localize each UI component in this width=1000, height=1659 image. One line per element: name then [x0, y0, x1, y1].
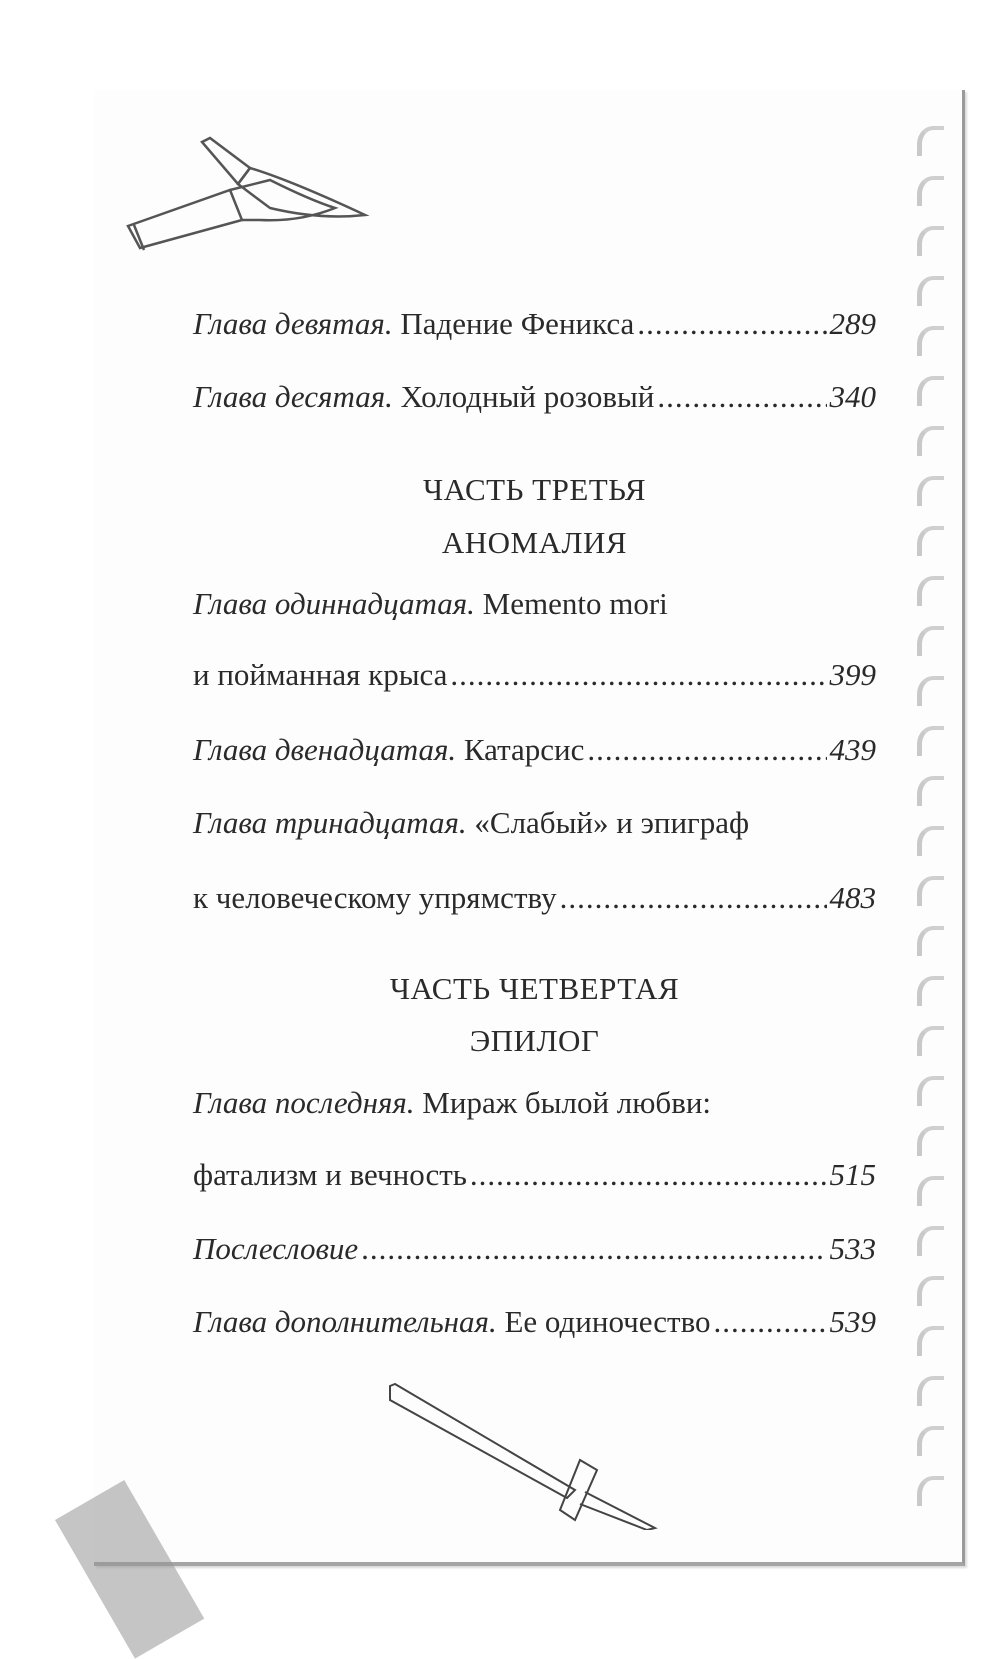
chapter-title: Memento mori	[482, 586, 668, 621]
toc-entry[interactable]	[193, 657, 876, 693]
binder-ring-icon	[917, 576, 944, 606]
binder-ring-icon	[917, 226, 944, 256]
chapter-title: Холодный розовый	[400, 379, 655, 414]
chapter-title: Мираж былой любви:	[422, 1085, 712, 1120]
binder-ring-icon	[917, 1126, 944, 1156]
toc-entry[interactable]	[193, 880, 876, 916]
binder-ring-icon	[917, 126, 944, 156]
binder-ring-icon	[917, 676, 944, 706]
chapter-label: Глава девятая.	[193, 306, 393, 341]
toc-entry[interactable]	[193, 306, 876, 342]
binder-ring-icon	[917, 1426, 944, 1456]
binder-ring-icon	[917, 826, 944, 856]
binder-ring-icon	[917, 976, 944, 1006]
page-number: 399	[829, 657, 876, 692]
binder-ring-icon	[917, 476, 944, 506]
chapter-title: Падение Феникса	[400, 306, 635, 341]
toc-entry[interactable]	[193, 1157, 876, 1193]
binder-ring-icon	[917, 1226, 944, 1256]
chapter-title: и пойманная крыса	[193, 657, 448, 692]
chapter-label: Глава дополнительная.	[193, 1304, 497, 1339]
chapter-label: Глава последняя.	[193, 1085, 415, 1120]
binder-ring-icon	[917, 776, 944, 806]
page-number: 340	[829, 379, 876, 414]
chapter-title: «Слабый» и эпиграф	[474, 805, 750, 840]
page-number: 515	[829, 1157, 876, 1192]
part-heading: ЧАСТЬ ТРЕТЬЯ	[422, 472, 647, 507]
page-number: 439	[829, 732, 876, 767]
part-name: АНОМАЛИЯ	[441, 525, 628, 560]
page-number: 289	[829, 306, 876, 341]
binder-ring-icon	[917, 626, 944, 656]
chapter-label: Глава двенадцатая.	[193, 732, 457, 767]
binder-ring-icon	[917, 726, 944, 756]
binder-ring-icon	[917, 1026, 944, 1056]
binder-ring-icon	[917, 1376, 944, 1406]
chapter-label: Глава десятая.	[193, 379, 393, 414]
toc-entry[interactable]	[193, 1085, 876, 1121]
sword-illustration-icon	[385, 1380, 675, 1530]
toc-entry[interactable]	[193, 379, 876, 415]
chapter-title: к человеческому упрямству	[193, 880, 557, 915]
binder-ring-icon	[917, 1176, 944, 1206]
chapter-label: Глава одиннадцатая.	[193, 586, 475, 621]
chapter-title: фатализм и вечность	[193, 1157, 467, 1192]
toc-entry[interactable]	[193, 586, 876, 622]
binder-ring-icon	[917, 176, 944, 206]
toc-entry[interactable]	[193, 1304, 876, 1340]
binder-ring-icon	[917, 376, 944, 406]
page-number: 539	[829, 1304, 876, 1339]
toc-entry[interactable]	[193, 805, 876, 841]
binder-ring-icon	[917, 276, 944, 306]
binder-ring-icon	[917, 326, 944, 356]
part-heading: ЧАСТЬ ЧЕТВЕРТАЯ	[389, 971, 680, 1006]
chapter-label: Глава тринадцатая.	[193, 805, 467, 840]
page-number: 483	[829, 880, 876, 915]
binder-ring-icon	[917, 1076, 944, 1106]
binder-ring-icon	[917, 526, 944, 556]
binder-ring-icon	[917, 1326, 944, 1356]
binder-ring-icon	[917, 1476, 944, 1506]
chapter-title: Ее одиночество	[504, 1304, 711, 1339]
toc-entry[interactable]	[193, 1231, 876, 1267]
binder-ring-icon	[917, 1276, 944, 1306]
binder-ring-icon	[917, 426, 944, 456]
page-number: 533	[829, 1231, 876, 1266]
toc-entry[interactable]	[193, 732, 876, 768]
binder-ring-icon	[917, 926, 944, 956]
bullets-illustration-icon	[120, 130, 390, 260]
binder-ring-icon	[917, 876, 944, 906]
part-name: ЭПИЛОГ	[469, 1023, 600, 1058]
chapter-label: Послесловие	[193, 1231, 359, 1266]
chapter-title: Катарсис	[463, 732, 585, 767]
